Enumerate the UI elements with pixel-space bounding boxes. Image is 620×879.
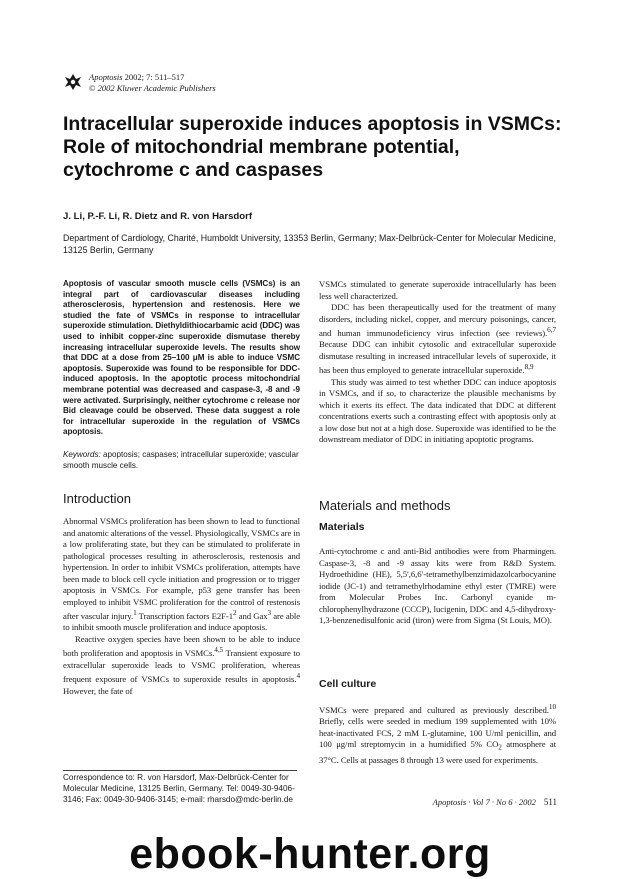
intro-p2c: However, the fate of bbox=[63, 685, 133, 696]
citation-ref: 2 bbox=[232, 609, 237, 617]
cell-culture-text bbox=[319, 702, 556, 766]
publisher-name: 2002 Kluwer Academic Publishers bbox=[95, 83, 216, 93]
citation-ref: 1 bbox=[133, 609, 137, 617]
cell-text-c: atmosphere at 37°C. Cells at passages 8 through 13 were used for experiments. bbox=[319, 739, 557, 765]
introduction-heading: Introduction bbox=[63, 491, 131, 506]
watermark: ebook-hunter.org bbox=[129, 830, 491, 878]
journal-citation bbox=[89, 72, 184, 82]
materials-heading: Materials bbox=[319, 521, 365, 533]
copyright-symbol: © bbox=[89, 83, 96, 93]
journal-volume-pages: 2002; 7: 511–517 bbox=[122, 72, 185, 82]
methods-heading: Materials and methods bbox=[319, 498, 451, 513]
cell-culture-heading: Cell culture bbox=[319, 678, 377, 690]
right-paragraph-2 bbox=[319, 302, 556, 377]
article-title: Intracellular superoxide induces apoptosis in VSMCs: Role of mitochondrial membrane potential, cytochrome c and caspases bbox=[63, 113, 562, 181]
right-paragraph-3: This study was aimed to test whether DDC can induce apoptosis in VSMCs, and if so, to characterize the plausible mechanisms by which it exerts its effect. The data indicated that DDC at different concentrations exerts such a contrasting effect with apoptosis only at a low dose but not at a high dose. Superoxide was identified to be the downstream mediator of DDC in initiating apoptotic programs. bbox=[319, 376, 556, 445]
right-p2: DDC has been therapeutically used for the treatment of many disorders, including nickel, copper, and mercury poisonings, cancer, and human immunodeficiency virus infection (see reviews). bbox=[319, 302, 556, 338]
keywords-text: apoptosis; caspases; intracellular superoxide; vascular smooth muscle cells. bbox=[63, 450, 299, 470]
publisher-logo-icon bbox=[63, 72, 83, 92]
citation-ref: 4,5 bbox=[214, 646, 224, 655]
correspondence-footnote: Correspondence to: R. von Harsdorf, Max-Delbrück-Center for Molecular Medicine, 13125 Berlin, Germany. Tel: 0049-30-9406-3146; Fax: 0049-30-9406-3145; e-mail: rharsdo@mdc-berlin.de bbox=[63, 773, 295, 804]
intro-p2b: Transient exposure to extracellular superoxide leads to VSMC proliferation, whereas frequent exposure of VSMCs to superoxide results in apoptosis. bbox=[63, 648, 300, 685]
materials-paragraph: Anti-cytochrome c and anti-Bid antibodies were from Pharmingen. Caspase-3, -8 and -9 assay kits were from R&D System. Hydroethidine (HE), 5,5′,6,6′-tetramethylbenzimidazolcarbocyanine iodide (JC-1) and tetramethylrhodamine ethyl ester (TMRE) were from Molecular Probes Inc. Carbonyl cyanide m-chlorophenylhydrazone (CCCP), lucigenin, DDC and 4,5-dihydroxy-1,3-benzenedisulfonic acid (tiron) were from Sigma (St Louis, MO). bbox=[319, 546, 556, 625]
abstract: Apoptosis of vascular smooth muscle cells (VSMCs) is an integral part of cardiovascular diseases including atherosclerosis, hypertension and restenosis. Here we studied the fate of VSMCs in response to intracellular superoxide stimulation. Diethyldithiocarbamic acid (DDC) was used to inhibit copper-zinc superoxide dismutase thereby increasing intracellular superoxide levels. The results show that DDC at a dose from 25–100 μM is able to induce VSMC apoptosis. Superoxide was found to be responsible for DDC-induced apoptosis. In the apoptotic process mitochondrial membrane potential was decreased and caspase-3, -8 and -9 were activated. Surprisingly, neither cytochrome c release nor Bid cleavage could be observed. These data suggest a role for intracellular superoxide in the regulation of VSMCs apoptosis. bbox=[63, 279, 300, 437]
introduction-continued bbox=[319, 279, 556, 446]
materials-text bbox=[319, 546, 556, 627]
intro-p1b: Transcription factors E2F-1 bbox=[136, 610, 233, 621]
introduction-text bbox=[63, 516, 300, 697]
cell-culture-paragraph bbox=[319, 702, 556, 766]
citation-ref: 10 bbox=[548, 703, 556, 711]
page-footer bbox=[380, 797, 557, 807]
footnote-divider bbox=[63, 770, 297, 771]
intro-p1: Abnormal VSMCs proliferation has been shown to lead to functional and anatomic alterations of the vessel. Physiologically, VSMCs are in a low proliferating state, but they can be stimulated to proliferate in pathological processes resulting in atherosclerosis, restenosis and hypertension. In order to inhibit VSMCs proliferation, attempts have been made to block cell cycle initiation and progression or to trigger apoptosis in VSMCs. For example, p53 gene transfer has been employed to inhibit VSMC proliferation for the control of restenosis after vascular injury. bbox=[63, 516, 300, 621]
introduction-paragraph-2 bbox=[63, 634, 300, 697]
journal-header bbox=[63, 70, 323, 100]
co2-subscript: 2 bbox=[498, 744, 502, 753]
authors: J. Li, P.-F. Li, R. Dietz and R. von Harsdorf bbox=[63, 211, 253, 222]
citation-ref: 8,9 bbox=[524, 363, 534, 372]
journal-name: Apoptosis bbox=[89, 72, 123, 82]
citation-ref: 3 bbox=[267, 609, 272, 617]
keywords-label: Keywords: bbox=[63, 450, 101, 459]
right-p2b: Because DDC can inhibit cytosolic and extracellular superoxide dismutase resulting in increased intracellular levels of superoxide, it has been thus employed to generate intracellular superoxide. bbox=[319, 339, 556, 376]
right-paragraph-1: VSMCs stimulated to generate superoxide intracellularly has been less well characterized. bbox=[319, 279, 556, 301]
footer-journal-meta: Apoptosis · Vol 7 · No 6 · 2002 bbox=[432, 797, 536, 807]
intro-p2: Reactive oxygen species have been shown to be able to induce both proliferation and apoptosis in VSMCs. bbox=[63, 633, 300, 659]
affiliation: Department of Cardiology, Charité, Humboldt University, 13353 Berlin, Germany; Max-Delbrück-Center for Molecular Medicine, 13125 Berlin, Germany bbox=[63, 233, 556, 255]
intro-p1d: are able to inhibit smooth muscle proliferation and induce apoptosis. bbox=[63, 610, 300, 633]
citation-ref: 6,7 bbox=[547, 326, 556, 334]
cell-text-a: VSMCs were prepared and cultured as previously described. bbox=[319, 704, 549, 715]
cell-text-b: Briefly, cells were seeded in medium 199 supplemented with 10% heat-inactivated FCS, 2 mM L-glutamine, 100 U/ml penicillin, and 100 μg/ml streptomycin in a humidified 5% CO bbox=[319, 716, 556, 750]
keywords bbox=[63, 450, 300, 471]
intro-p1c: and Gax bbox=[236, 610, 268, 621]
citation-ref: 4 bbox=[296, 672, 300, 681]
introduction-paragraph-1 bbox=[63, 516, 300, 634]
page-number: 511 bbox=[543, 797, 557, 807]
journal-copyright bbox=[89, 83, 216, 93]
